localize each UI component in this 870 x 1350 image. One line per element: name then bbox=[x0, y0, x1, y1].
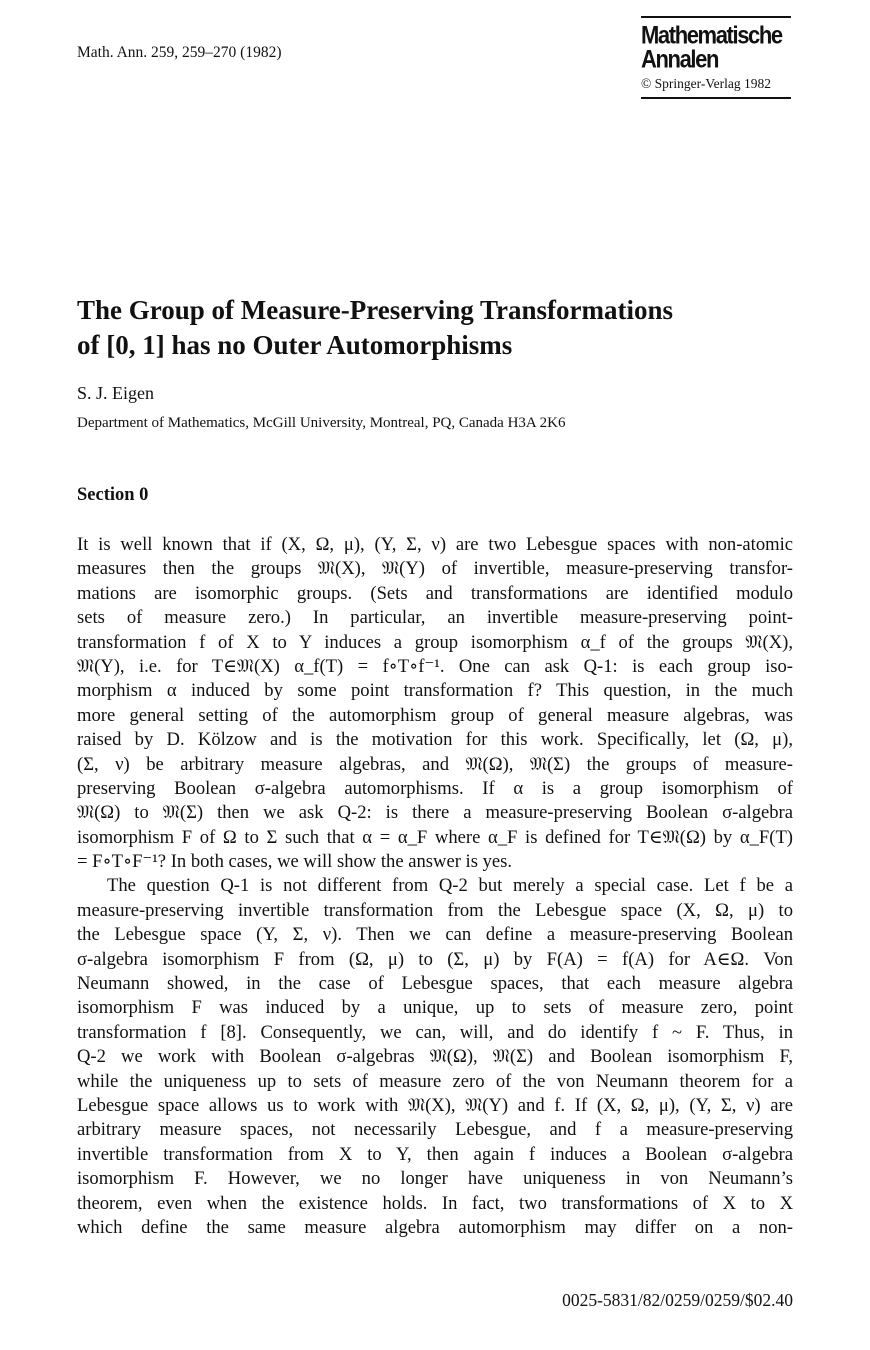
text-line: which define the same measure algebra automorphism may differ on a non- bbox=[77, 1216, 793, 1238]
logo-bottom-rule bbox=[641, 97, 791, 99]
text-line: The question Q-1 is not different from Q-2 but merely a special case. Let f be a bbox=[107, 875, 793, 897]
text-line: invertible transformation from X to Y, then again f induces a Boolean σ-algebra bbox=[77, 1143, 793, 1165]
journal-name-line1: Mathematische bbox=[641, 20, 782, 49]
text-line: morphism α induced by some point transformation f? This question, in the much bbox=[77, 680, 793, 702]
body-text bbox=[77, 533, 793, 1240]
text-line: arbitrary measure spaces, not necessarily Lebesgue, and f a measure-preserving bbox=[77, 1119, 793, 1141]
text-line: preserving Boolean σ-algebra automorphisms. If α is a group isomorphism of bbox=[77, 777, 793, 799]
text-line: the Lebesgue space (Y, Σ, ν). Then we can define a measure-preserving Boolean bbox=[77, 924, 793, 946]
text-line: while the uniqueness up to sets of measure zero of the von Neumann theorem for a bbox=[77, 1070, 793, 1092]
article-identifier-code: 0025-5831/82/0259/0259/$02.40 bbox=[562, 1290, 793, 1310]
text-line: theorem, even when the existence holds. In fact, two transformations of X to X bbox=[77, 1192, 793, 1214]
text-line: isomorphism F was induced by a unique, up to sets of measure zero, point bbox=[77, 997, 793, 1019]
logo-top-rule bbox=[641, 16, 791, 18]
author-affiliation: Department of Mathematics, McGill University, Montreal, PQ, Canada H3A 2K6 bbox=[77, 415, 566, 431]
text-line: Q-2 we work with Boolean σ-algebras 𝔐(Ω), 𝔐(Σ) and Boolean isomorphism F, bbox=[77, 1046, 793, 1068]
journal-citation: Math. Ann. 259, 259–270 (1982) bbox=[77, 44, 282, 61]
text-line: measure-preserving invertible transformation from the Lebesgue space (X, Ω, μ) to bbox=[77, 899, 793, 921]
section-heading: Section 0 bbox=[77, 485, 149, 505]
text-line: (Σ, ν) be arbitrary measure algebras, and 𝔐(Ω), 𝔐(Σ) the groups of measure- bbox=[77, 753, 793, 775]
text-line: 𝔐(Y), i.e. for T∈𝔐(X) α_f(T) = f∘T∘f⁻¹. One can ask Q-1: is each group iso- bbox=[77, 655, 793, 677]
text-line: Lebesgue space allows us to work with 𝔐(X), 𝔐(Y) and f. If (X, Ω, μ), (Y, Σ, ν) are bbox=[77, 1094, 793, 1116]
text-line: more general setting of the automorphism group of general measure algebras, was bbox=[77, 704, 793, 726]
paragraph-1 bbox=[77, 533, 793, 874]
journal-name-line2: Annalen bbox=[641, 44, 718, 73]
text-line: isomorphism F. However, we no longer have uniqueness in von Neumann’s bbox=[77, 1168, 793, 1190]
text-line: It is well known that if (X, Ω, μ), (Y, Σ, ν) are two Lebesgue spaces with non-atomic bbox=[77, 534, 793, 555]
text-line: raised by D. Kölzow and is the motivation for this work. Specifically, let (Ω, μ), bbox=[77, 729, 793, 751]
text-line: 𝔐(Ω) to 𝔐(Σ) then we ask Q-2: is there a measure-preserving Boolean σ-algebra bbox=[77, 802, 793, 824]
text-line: transformation f of X to Y induces a group isomorphism α_f of the groups 𝔐(X), bbox=[77, 631, 793, 653]
article-title bbox=[77, 293, 777, 363]
text-line: transformation f [8]. Consequently, we can, will, and do identify f ~ F. Thus, in bbox=[77, 1021, 793, 1043]
text-line: Neumann showed, in the case of Lebesgue spaces, that each measure algebra bbox=[77, 973, 793, 995]
publisher-copyright: © Springer-Verlag 1982 bbox=[641, 76, 771, 91]
text-line: measures then the groups 𝔐(X), 𝔐(Y) of invertible, measure-preserving transfor- bbox=[77, 558, 793, 580]
article-title-line2: of [0, 1] has no Outer Automorphisms bbox=[77, 330, 513, 360]
article-title-line1: The Group of Measure-Preserving Transformations bbox=[77, 295, 673, 325]
text-line: isomorphism F of Ω to Σ such that α = α_F where α_F is defined for T∈𝔐(Ω) by α_F(T) bbox=[77, 826, 793, 848]
author-name: S. J. Eigen bbox=[77, 383, 155, 403]
paragraph-2 bbox=[77, 874, 793, 1240]
text-line: σ-algebra isomorphism F from (Ω, μ) to (Σ, μ) by F(A) = f(A) for A∈Ω. Von bbox=[77, 948, 793, 970]
journal-logo bbox=[641, 16, 791, 99]
text-line: sets of measure zero.) In particular, an invertible measure-preserving point- bbox=[77, 607, 793, 629]
text-line: mations are isomorphic groups. (Sets and transformations are identified modulo bbox=[77, 582, 793, 604]
text-line: = F∘T∘F⁻¹? In both cases, we will show the answer is yes. bbox=[77, 851, 513, 873]
